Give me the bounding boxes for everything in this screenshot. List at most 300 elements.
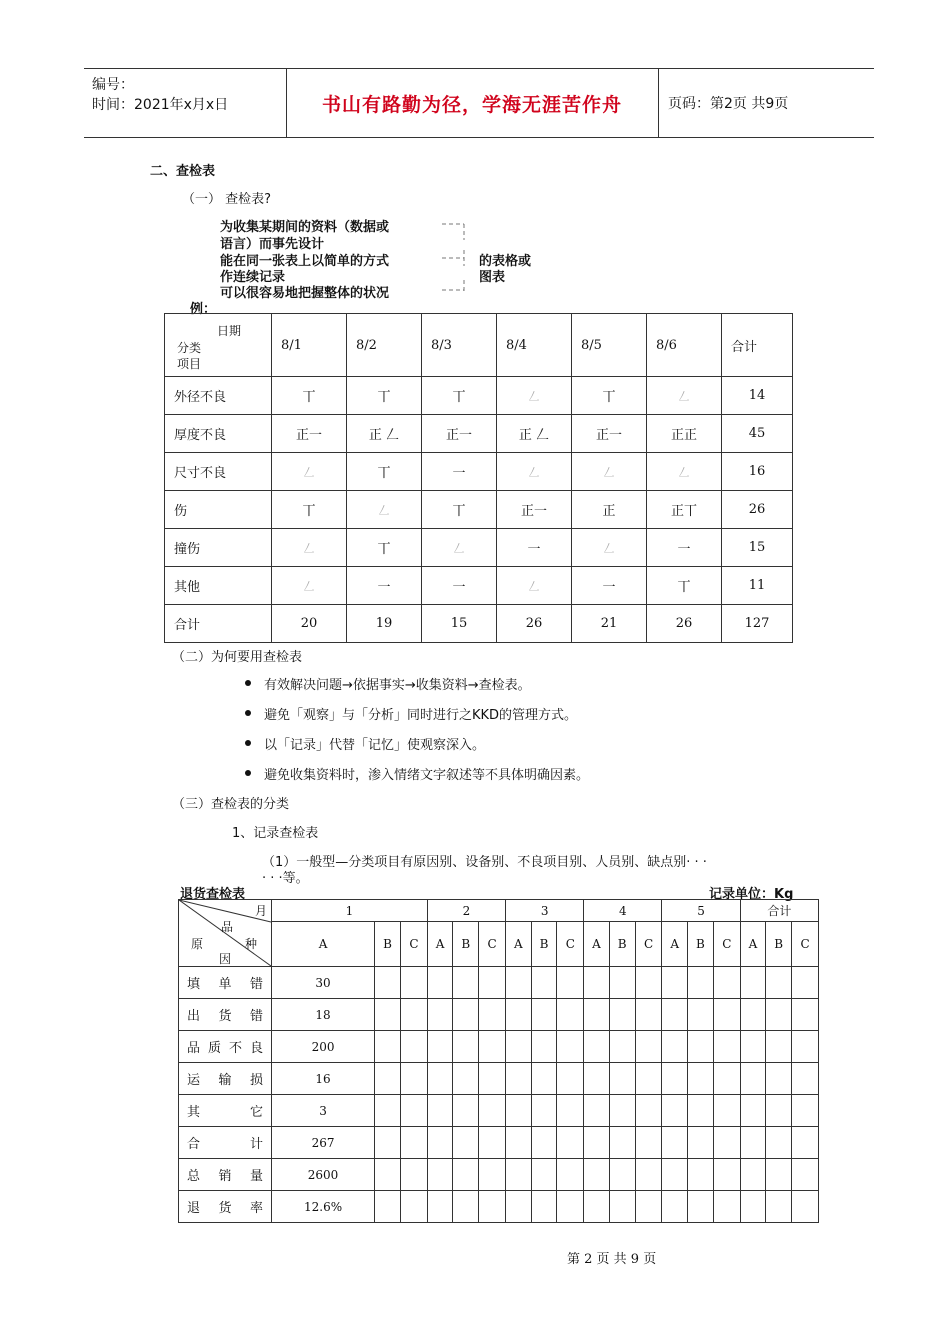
table-row	[179, 1159, 819, 1191]
empty-cell	[375, 1159, 401, 1191]
empty-cell	[740, 1095, 765, 1127]
tally-mark-cell	[272, 377, 347, 415]
empty-cell	[479, 1063, 506, 1095]
time-label: 时间：2021年x月x日	[92, 97, 229, 113]
empty-cell	[713, 967, 740, 999]
tally-mark: 正正	[670, 428, 697, 443]
tally-mark-cell	[272, 415, 347, 453]
empty-cell	[531, 1095, 557, 1127]
empty-cell	[479, 999, 506, 1031]
tally-mark: 正丅	[670, 504, 697, 519]
tally-mark: 15	[450, 616, 468, 631]
empty-cell	[506, 1095, 531, 1127]
empty-cell	[687, 999, 713, 1031]
empty-cell	[557, 1191, 584, 1223]
empty-cell	[557, 1127, 584, 1159]
empty-cell	[713, 1127, 740, 1159]
empty-cell	[687, 1031, 713, 1063]
empty-cell	[687, 1063, 713, 1095]
empty-cell	[479, 1031, 506, 1063]
product-header: C	[557, 922, 584, 967]
corner-yuan: 原	[191, 937, 204, 951]
product-header: A	[740, 922, 765, 967]
table-row	[165, 491, 793, 529]
row-label: 运输损	[179, 1063, 272, 1095]
tally-mark: 丅	[377, 390, 391, 405]
empty-cell	[375, 1063, 401, 1095]
empty-cell	[400, 1127, 427, 1159]
empty-cell	[740, 967, 765, 999]
empty-cell	[635, 1031, 662, 1063]
subsection-record-checksheet: 1、记录查检表	[232, 826, 319, 841]
tally-mark: 20	[300, 616, 318, 631]
row-total-cell: 15	[722, 529, 793, 567]
empty-cell	[506, 1191, 531, 1223]
row-total-cell: 11	[722, 567, 793, 605]
bracket-icon	[440, 220, 470, 300]
tally-mark: 𠃋	[453, 541, 465, 555]
empty-cell	[766, 1191, 792, 1223]
empty-cell	[662, 1159, 687, 1191]
tally-mark: 正 𠃋	[518, 428, 550, 443]
empty-cell	[400, 1063, 427, 1095]
product-header: B	[453, 922, 479, 967]
table-row	[179, 1063, 819, 1095]
tally-mark-cell	[347, 567, 422, 605]
table-row	[165, 377, 793, 415]
empty-cell	[557, 1159, 584, 1191]
empty-cell	[531, 1159, 557, 1191]
tally-mark: 𠃋	[303, 541, 315, 555]
tally-mark: 一	[377, 580, 391, 595]
tally-mark-cell	[647, 529, 722, 567]
empty-cell	[506, 999, 531, 1031]
empty-cell	[584, 1159, 609, 1191]
empty-cell	[531, 999, 557, 1031]
tally-mark: 𠃋	[678, 465, 690, 479]
empty-cell	[766, 1063, 792, 1095]
table-corner-cell	[165, 314, 272, 377]
tally-mark-cell	[647, 453, 722, 491]
table-header-row	[165, 314, 793, 377]
empty-cell	[792, 1127, 819, 1159]
empty-cell	[740, 1159, 765, 1191]
bullet-text: 避免「观察」与「分析」同时进行之KKD的管理方式。	[264, 708, 578, 723]
empty-cell	[792, 967, 819, 999]
column-total-cell	[647, 605, 722, 643]
empty-cell	[609, 1031, 635, 1063]
table-row	[165, 605, 793, 643]
empty-cell	[453, 1159, 479, 1191]
tally-mark-cell	[497, 491, 572, 529]
empty-cell	[375, 967, 401, 999]
column-header: 8/3	[422, 314, 497, 377]
empty-cell	[479, 1159, 506, 1191]
column-total-cell	[497, 605, 572, 643]
empty-cell	[766, 1031, 792, 1063]
tally-mark-cell	[347, 453, 422, 491]
empty-cell	[400, 967, 427, 999]
definition-line: 能在同一张表上以简单的方式	[220, 254, 390, 269]
empty-cell	[635, 1127, 662, 1159]
empty-cell	[584, 967, 609, 999]
empty-cell	[427, 1063, 452, 1095]
empty-cell	[375, 1127, 401, 1159]
bullet-text: 避免收集资料时，渗入情绪文字叙述等不具体明确因素。	[264, 768, 590, 783]
row-label: 厚度不良	[165, 415, 272, 453]
tally-mark: 𠃋	[528, 579, 540, 593]
empty-cell	[427, 1191, 452, 1223]
empty-cell	[584, 1191, 609, 1223]
empty-cell	[766, 999, 792, 1031]
definition-line: 为收集某期间的资料（数据或	[220, 220, 390, 235]
tally-mark: 一	[452, 580, 466, 595]
tally-mark: 正	[602, 504, 616, 519]
tally-mark-cell	[647, 567, 722, 605]
tally-mark-cell	[422, 529, 497, 567]
row-label: 其他	[165, 567, 272, 605]
column-total-cell	[347, 605, 422, 643]
value-cell: 3	[272, 1095, 375, 1127]
row-label: 合计	[165, 605, 272, 643]
empty-cell	[740, 1031, 765, 1063]
empty-cell	[427, 1095, 452, 1127]
tally-mark-cell	[647, 377, 722, 415]
empty-cell	[766, 967, 792, 999]
empty-cell	[479, 1095, 506, 1127]
code-label: 编号：	[92, 77, 134, 93]
tally-mark: 一	[602, 580, 616, 595]
tally-mark-cell	[422, 415, 497, 453]
month-header: 1	[272, 900, 428, 922]
tally-mark-cell	[422, 377, 497, 415]
value-cell: 2600	[272, 1159, 375, 1191]
tally-mark: 一	[527, 542, 541, 557]
empty-cell	[479, 967, 506, 999]
table-row	[179, 1031, 819, 1063]
tally-mark-cell	[572, 377, 647, 415]
tally-mark-cell	[272, 567, 347, 605]
month-header: 2	[427, 900, 505, 922]
page-header	[84, 68, 874, 138]
tally-mark: 𠃋	[528, 389, 540, 403]
row-label: 退货率	[179, 1191, 272, 1223]
tally-mark: 一	[677, 542, 691, 557]
row-label: 品质不良	[179, 1031, 272, 1063]
empty-cell	[687, 1095, 713, 1127]
row-label: 填单错	[179, 967, 272, 999]
empty-cell	[453, 999, 479, 1031]
empty-cell	[635, 999, 662, 1031]
tally-mark: 正一	[445, 428, 472, 443]
empty-cell	[713, 1095, 740, 1127]
empty-cell	[557, 967, 584, 999]
value-cell: 200	[272, 1031, 375, 1063]
empty-cell	[609, 1063, 635, 1095]
corner-category: 分类	[177, 341, 202, 355]
empty-cell	[687, 1127, 713, 1159]
tally-mark-cell	[272, 453, 347, 491]
row-total-cell: 14	[722, 377, 793, 415]
empty-cell	[609, 1127, 635, 1159]
tally-mark: 丅	[602, 390, 616, 405]
empty-cell	[609, 1159, 635, 1191]
empty-cell	[792, 1159, 819, 1191]
empty-cell	[609, 999, 635, 1031]
table-row	[179, 1127, 819, 1159]
tally-mark-cell	[572, 567, 647, 605]
return-checksheet-table	[178, 899, 819, 1223]
product-header: A	[662, 922, 687, 967]
empty-cell	[584, 1095, 609, 1127]
product-header-row	[179, 922, 819, 967]
tally-mark: 26	[525, 616, 543, 631]
empty-cell	[375, 1191, 401, 1223]
column-header: 8/1	[272, 314, 347, 377]
empty-cell	[635, 967, 662, 999]
definition-line: 可以很容易地把握整体的状况	[220, 286, 390, 301]
empty-cell	[713, 1159, 740, 1191]
table-row	[165, 529, 793, 567]
tally-mark-cell	[422, 567, 497, 605]
empty-cell	[506, 1063, 531, 1095]
empty-cell	[713, 999, 740, 1031]
empty-cell	[479, 1191, 506, 1223]
empty-cell	[427, 1159, 452, 1191]
row-total-cell: 26	[722, 491, 793, 529]
tally-mark-cell	[272, 529, 347, 567]
empty-cell	[584, 1031, 609, 1063]
table-row	[179, 967, 819, 999]
empty-cell	[792, 1031, 819, 1063]
empty-cell	[609, 1095, 635, 1127]
empty-cell	[557, 1095, 584, 1127]
product-header: B	[687, 922, 713, 967]
subsection-classification: （三）查检表的分类	[172, 797, 290, 812]
tally-mark-cell	[422, 491, 497, 529]
empty-cell	[427, 1127, 452, 1159]
product-header: B	[531, 922, 557, 967]
row-label: 出货错	[179, 999, 272, 1031]
bullet-icon	[245, 740, 251, 746]
empty-cell	[740, 999, 765, 1031]
empty-cell	[427, 1031, 452, 1063]
tally-mark-cell	[572, 415, 647, 453]
row-label: 撞伤	[165, 529, 272, 567]
product-header: A	[272, 922, 375, 967]
product-header: B	[609, 922, 635, 967]
subsection-why: （二）为何要用查检表	[172, 650, 303, 665]
bullet-icon	[245, 770, 251, 776]
product-header: C	[713, 922, 740, 967]
tally-mark: 丅	[452, 504, 466, 519]
empty-cell	[557, 1063, 584, 1095]
column-total-cell	[422, 605, 497, 643]
column-total-cell	[272, 605, 347, 643]
empty-cell	[531, 1063, 557, 1095]
empty-cell	[506, 967, 531, 999]
value-cell: 16	[272, 1063, 375, 1095]
product-header: B	[375, 922, 401, 967]
general-type-text: · · ·等。	[262, 871, 309, 886]
empty-cell	[400, 1031, 427, 1063]
header-motto: 书山有路勤为径，学海无涯苦作舟	[321, 93, 622, 116]
tally-mark: 丅	[377, 466, 391, 481]
tally-mark-cell	[647, 491, 722, 529]
tally-mark: 19	[375, 616, 393, 631]
empty-cell	[427, 999, 452, 1031]
empty-cell	[453, 1031, 479, 1063]
empty-cell	[453, 1063, 479, 1095]
bullet-text: 有效解决问题→依据事实→收集资料→查检表。	[264, 678, 531, 693]
empty-cell	[740, 1127, 765, 1159]
empty-cell	[713, 1031, 740, 1063]
tally-mark-cell	[497, 415, 572, 453]
table2-corner-cell	[179, 900, 272, 967]
empty-cell	[635, 1063, 662, 1095]
table-row	[179, 1191, 819, 1223]
table-row	[179, 1095, 819, 1127]
column-header: 8/6	[647, 314, 722, 377]
column-header: 合计	[722, 314, 793, 377]
tally-mark: 正 𠃋	[368, 428, 400, 443]
tally-mark-cell	[497, 377, 572, 415]
table-row	[165, 453, 793, 491]
empty-cell	[584, 1127, 609, 1159]
row-label: 总销量	[179, 1159, 272, 1191]
table2-unit: 记录单位：Kg	[709, 887, 794, 902]
table-row	[165, 415, 793, 453]
empty-cell	[400, 1191, 427, 1223]
corner-yin: 因	[219, 952, 232, 966]
empty-cell	[375, 999, 401, 1031]
empty-cell	[506, 1127, 531, 1159]
empty-cell	[635, 1191, 662, 1223]
tally-mark: 正一	[520, 504, 547, 519]
tally-mark-cell	[347, 415, 422, 453]
column-header: 8/5	[572, 314, 647, 377]
definition-right: 图表	[479, 270, 506, 285]
tally-mark-cell	[572, 529, 647, 567]
product-header: C	[479, 922, 506, 967]
month-header: 3	[506, 900, 584, 922]
tally-mark-cell	[272, 491, 347, 529]
empty-cell	[766, 1159, 792, 1191]
empty-cell	[713, 1063, 740, 1095]
empty-cell	[557, 999, 584, 1031]
empty-cell	[662, 1127, 687, 1159]
corner-zhong: 种	[245, 937, 258, 951]
row-label: 伤	[165, 491, 272, 529]
empty-cell	[635, 1159, 662, 1191]
tally-mark-cell	[497, 567, 572, 605]
tally-mark-cell	[347, 377, 422, 415]
empty-cell	[584, 999, 609, 1031]
tally-mark: 正一	[295, 428, 322, 443]
definition-right: 的表格或	[479, 254, 532, 269]
empty-cell	[662, 1191, 687, 1223]
product-header: A	[506, 922, 531, 967]
empty-cell	[662, 1031, 687, 1063]
row-label: 外径不良	[165, 377, 272, 415]
value-cell: 30	[272, 967, 375, 999]
empty-cell	[531, 967, 557, 999]
empty-cell	[792, 1191, 819, 1223]
month-header: 4	[584, 900, 662, 922]
empty-cell	[740, 1191, 765, 1223]
tally-mark: 丅	[452, 390, 466, 405]
definition-line: 语言）而事先设计	[220, 237, 325, 252]
empty-cell	[453, 1095, 479, 1127]
empty-cell	[531, 1127, 557, 1159]
tally-mark-cell	[347, 529, 422, 567]
product-header: B	[766, 922, 792, 967]
empty-cell	[687, 967, 713, 999]
table-row	[179, 999, 819, 1031]
corner-pin: 品	[221, 920, 234, 934]
row-total-cell: 45	[722, 415, 793, 453]
checksheet-example-table	[164, 313, 793, 643]
empty-cell	[609, 1191, 635, 1223]
tally-mark: 丅	[302, 390, 316, 405]
empty-cell	[557, 1031, 584, 1063]
empty-cell	[453, 1127, 479, 1159]
empty-cell	[662, 1095, 687, 1127]
tally-mark: 丅	[377, 542, 391, 557]
empty-cell	[506, 1159, 531, 1191]
corner-month: 月	[255, 904, 268, 918]
section-title: 二、查检表	[150, 164, 216, 179]
tally-mark: 丅	[302, 504, 316, 519]
empty-cell	[609, 967, 635, 999]
product-header: A	[427, 922, 452, 967]
product-header: C	[792, 922, 819, 967]
row-label: 尺寸不良	[165, 453, 272, 491]
empty-cell	[792, 1063, 819, 1095]
empty-cell	[584, 1063, 609, 1095]
empty-cell	[400, 1159, 427, 1191]
general-type-text: （1）一般型—分类项目有原因别、设备别、不良项目别、人员别、缺点别· · ·	[262, 855, 707, 870]
empty-cell	[662, 999, 687, 1031]
bullet-icon	[245, 680, 251, 686]
empty-cell	[506, 1031, 531, 1063]
row-total-cell: 127	[722, 605, 793, 643]
value-cell: 12.6%	[272, 1191, 375, 1223]
header-meta	[92, 75, 228, 115]
table2-title: 退货查检表	[180, 887, 246, 902]
row-total-cell: 16	[722, 453, 793, 491]
column-header: 8/4	[497, 314, 572, 377]
tally-mark-cell	[497, 453, 572, 491]
tally-mark-cell	[347, 491, 422, 529]
product-header: C	[400, 922, 427, 967]
subsection-what-is: （一） 查检表?	[182, 192, 272, 207]
empty-cell	[635, 1095, 662, 1127]
empty-cell	[766, 1095, 792, 1127]
definition-line: 作连续记录	[220, 270, 286, 285]
header-page-number: 页码：第2页 共9页	[668, 96, 789, 112]
tally-mark-cell	[647, 415, 722, 453]
tally-mark: 𠃋	[678, 389, 690, 403]
empty-cell	[662, 967, 687, 999]
empty-cell	[531, 1191, 557, 1223]
tally-mark: 𠃋	[303, 465, 315, 479]
value-cell: 267	[272, 1127, 375, 1159]
empty-cell	[427, 967, 452, 999]
tally-mark: 𠃋	[603, 541, 615, 555]
product-header: A	[584, 922, 609, 967]
empty-cell	[400, 1095, 427, 1127]
